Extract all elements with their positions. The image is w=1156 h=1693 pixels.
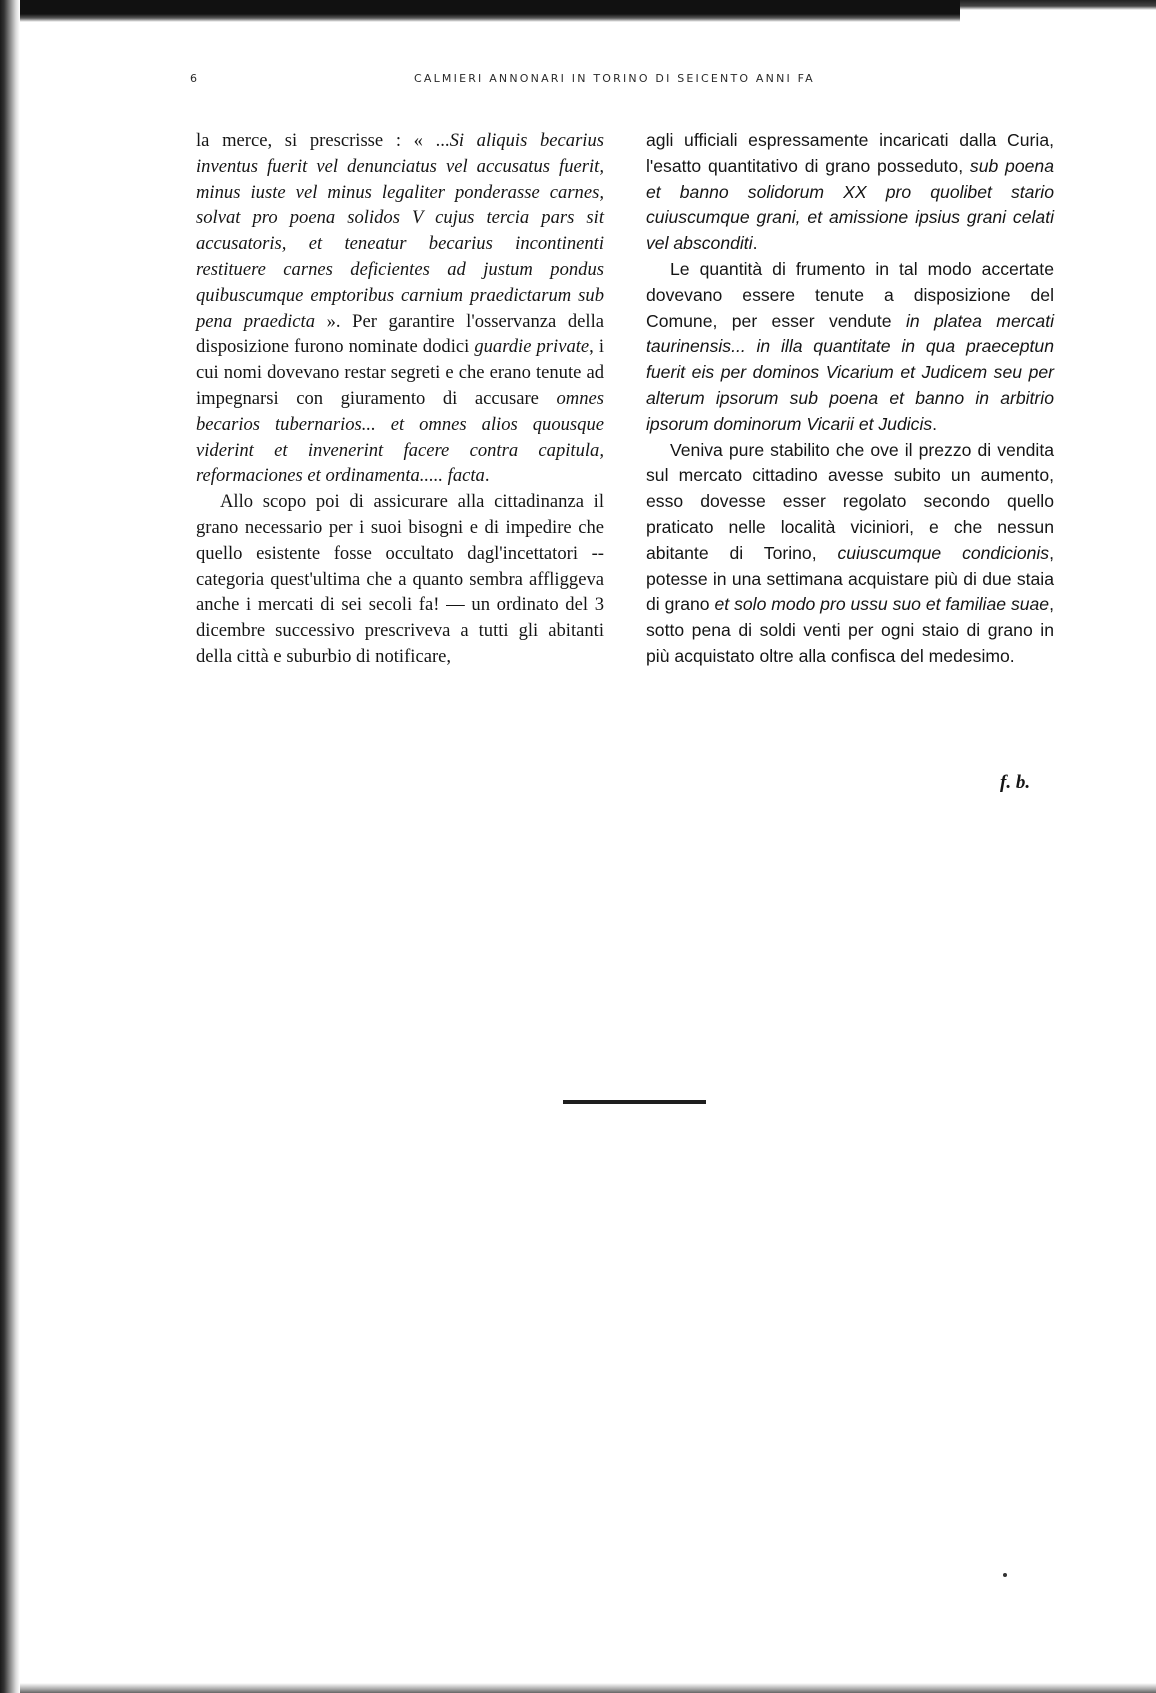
- text-run: .: [932, 413, 938, 434]
- latin-quotation-run: cuiuscumque condicionis: [837, 542, 1050, 563]
- text-run: , sotto pena di soldi venti per ogni staio di grano in più acquistato oltre alla confisca del medesimo.: [646, 594, 1054, 666]
- latin-quotation-run: guardie private: [474, 336, 590, 358]
- right-column: [646, 128, 1054, 670]
- latin-quotation-run: in platea mercati taurinensis... in illa quantitate in qua praeceptun fuerit eis per dominos Vicarium et Judicem seu per alterum ipsorum sub poena et banno in arbitrio ipsorum dominorum Vicarii et Judicis: [646, 310, 1054, 434]
- end-of-article-rule: [563, 1100, 706, 1104]
- text-run: .: [752, 233, 758, 254]
- text-run: Le quantità di frumento in tal modo accertate dovevano essere tenute a disposizione del Comune, per esser vendute: [646, 258, 1054, 331]
- text-run: , i cui nomi dovevano restar segreti e che erano tenute ad impegnarsi con giuramento di accusare: [196, 336, 605, 409]
- left-column: [196, 128, 604, 670]
- text-run: ». Per garantire l'osservanza della disposizione furono nominate dodici: [196, 310, 604, 358]
- latin-quotation-run: sub poena et banno solidorum XX pro quolibet stario cuiuscumque grani, et amissione ipsius grani celati vel absconditi: [646, 155, 1054, 254]
- text-run: la merce, si prescrisse : « ...: [196, 130, 450, 151]
- author-initials: f. b.: [1000, 772, 1031, 793]
- latin-quotation-run: omnes becarios tubernarios... et omnes alios quousque viderint et invenerint facere contra capitula, reformaciones et ordinamenta..... facta: [196, 387, 604, 487]
- left-paragraph-1: [196, 128, 604, 489]
- running-title: CALMIERI ANNONARI IN TORINO DI SEICENTO ANNI FA: [414, 72, 815, 85]
- latin-quotation-run: Si aliquis becarius inventus fuerit vel denunciatus vel accusatus fuerit, minus iuste vel minus legaliter ponderasse carnes, solvat pro poena solidos V cujus tercia pars sit accusatoris, et teneatur becarius incontinenti restituere carnes deficientes ad justum pondus quibuscumque emptoribus carnium praedictarum sub pena praedicta: [196, 130, 605, 332]
- running-head: [190, 72, 1070, 92]
- latin-quotation-run: et solo modo pro ussu suo et familiae suae: [714, 594, 1050, 615]
- left-paragraph-2: [196, 489, 604, 670]
- right-paragraph-2: [646, 257, 1054, 438]
- text-run: , potesse in una settimana acquistare più di due staia di grano: [646, 542, 1054, 615]
- scan-border-top-right: [960, 0, 1156, 22]
- right-paragraph-3: [646, 438, 1054, 670]
- scan-speck: [1003, 1573, 1007, 1577]
- page-number: 6: [190, 72, 200, 85]
- text-run: Veniva pure stabilito che ove il prezzo di vendita sul mercato cittadino avesse subito un aumento, esso dovesse esser regolato secondo quello praticato nelle località viciniori, e che nessun abitante di Torino,: [646, 439, 1054, 563]
- text-run: .: [484, 465, 490, 487]
- right-paragraph-1: [646, 128, 1054, 257]
- text-run: agli ufficiali espressamente incaricati dalla Curia, l'esatto quantitativo di grano posseduto,: [646, 130, 1054, 176]
- text-run: Allo scopo poi di assicurare alla cittadinanza il grano necessario per i suoi bisogni e di impedire che quello esistente fosse occultato dagl'incettatori -- categoria quest'ultima che a quanto sembra affliggeva anche i mercati di sei secoli fa! — un ordinato del 3 dicembre successivo prescriveva a tutti gli abitanti della città e suburbio di notificare,: [196, 491, 604, 667]
- scan-border-left: [0, 0, 20, 1693]
- scan-border-bottom: [20, 1683, 1156, 1693]
